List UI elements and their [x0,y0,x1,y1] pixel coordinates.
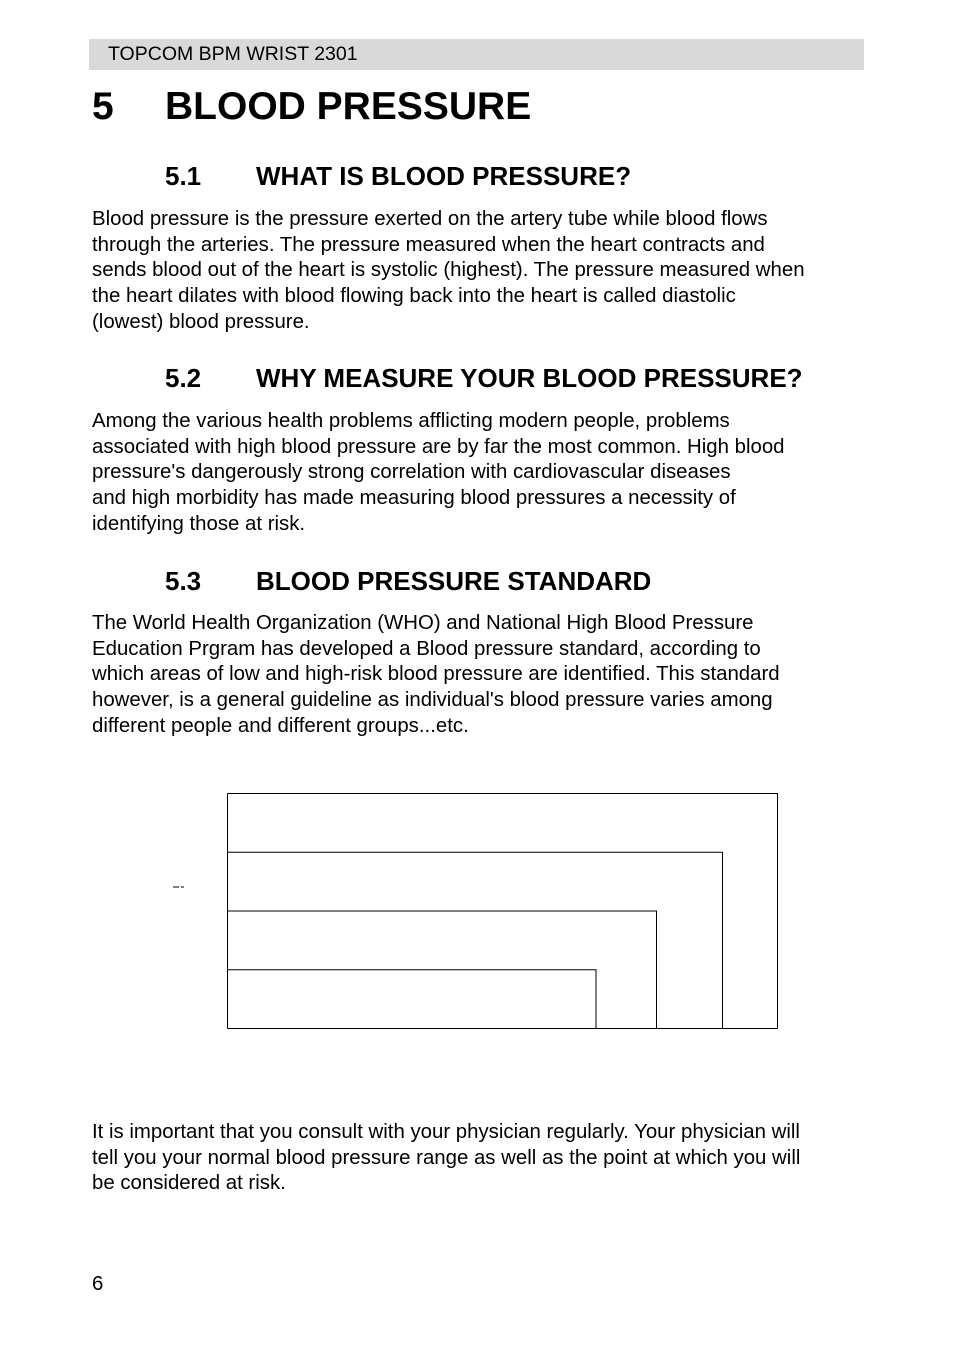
page-number: 6 [92,1273,104,1295]
body-line: tell you your normal blood pressure range as well as the point at which you will [92,1146,801,1169]
section-5-3-number: 5.3 [165,566,202,596]
body-line: through the arteries. The pressure measured when the heart contracts and [92,233,765,256]
section-5-2-number: 5.2 [165,363,202,393]
running-header-title: TOPCOM BPM WRIST 2301 [108,43,358,65]
body-line: and high morbidity has made measuring blood pressures a necessity of [92,487,736,510]
chart-region-4 [228,970,597,1029]
body-line: different people and different groups...etc. [92,714,469,737]
closing-paragraph [92,1120,877,1197]
body-line: the heart dilates with blood flowing back into the heart is called diastolic [92,285,736,308]
body-line: which areas of low and high-risk blood pressure are identified. This standard [92,663,780,686]
section-5-1-number: 5.1 [165,161,202,191]
section-5-3-title: BLOOD PRESSURE STANDARD [256,566,652,596]
body-line: Blood pressure is the pressure exerted on the artery tube while blood flows [92,208,768,230]
body-line: Among the various health problems afflicting modern people, problems [92,410,730,432]
section-5-1-title: WHAT IS BLOOD PRESSURE? [256,161,632,191]
body-line: Education Prgram has developed a Blood pressure standard, according to [92,637,761,660]
body-line: (lowest) blood pressure. [92,310,310,333]
body-line: It is important that you consult with your physician regularly. Your physician will [92,1121,800,1143]
body-line: associated with high blood pressure are by far the most common. High blood [92,435,785,458]
body-line: however, is a general guideline as individual's blood pressure varies among [92,689,773,712]
body-line: identifying those at risk. [92,512,306,535]
body-line: The World Health Organization (WHO) and National High Blood Pressure [92,612,754,634]
chart-region-2 [228,852,723,1028]
body-line: sends blood out of the heart is systolic (highest). The pressure measured when [92,259,805,282]
chapter-title: BLOOD PRESSURE [165,85,532,128]
chapter-number: 5 [92,85,114,128]
section-5-2-title: WHY MEASURE YOUR BLOOD PRESSURE? [256,363,803,393]
body-line: be considered at risk. [92,1172,286,1195]
body-line: pressure's dangerously strong correlation with cardiovascular diseases [92,461,731,484]
